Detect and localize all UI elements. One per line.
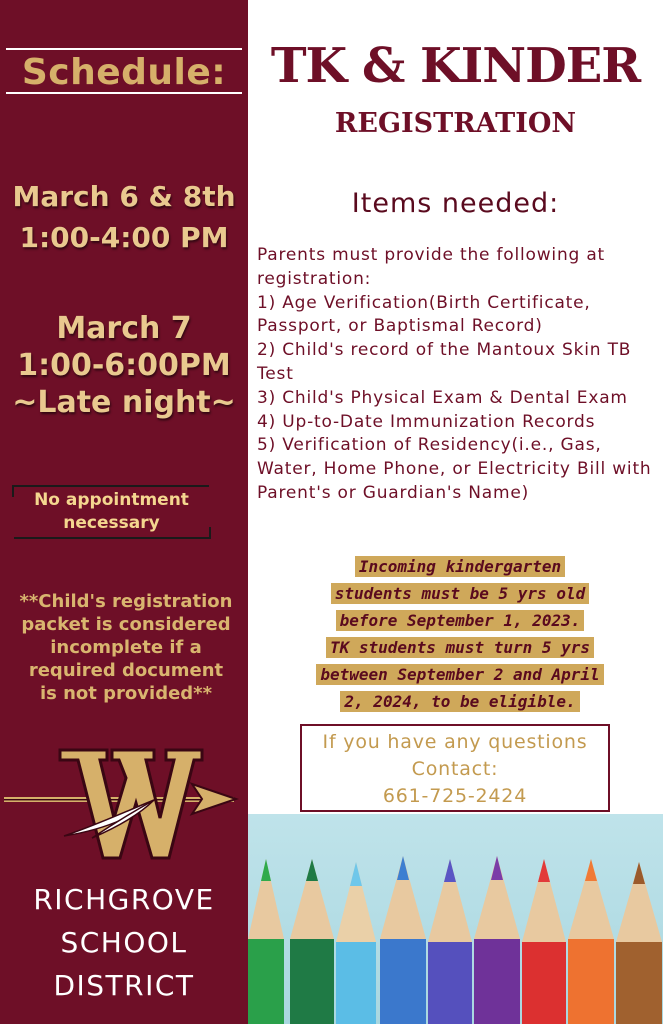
note-line: packet is considered: [21, 614, 231, 635]
no-appointment-line2: necessary: [63, 513, 160, 533]
incomplete-packet-note: [8, 590, 244, 705]
district-line: SCHOOL: [60, 926, 188, 959]
time-1-6pm: 1:00-6:00PM: [17, 348, 231, 383]
date-march-6-8: March 6 & 8th: [12, 180, 236, 213]
no-appointment-line1: No appointment: [34, 490, 189, 510]
note-line: required document: [28, 660, 224, 681]
notice-line: TK students must turn 5 yrs: [326, 637, 594, 658]
notice-line: students must be 5 yrs old: [331, 583, 589, 604]
note-line: **Child's registration: [19, 591, 233, 612]
date-march-7: March 7: [56, 311, 192, 346]
colored-pencils-image: [248, 814, 663, 1024]
contact-label: Contact:: [411, 758, 499, 780]
list-item: 5) Verification of Residency(i.e., Gas, Water, Home Phone, or Electricity Bill with Parent's or Guardian's Name): [257, 435, 652, 503]
sidebar: [0, 0, 248, 1024]
district-line: RICHGROVE: [33, 883, 215, 916]
notice-line: 2, 2024, to be eligible.: [340, 691, 579, 712]
items-list: [257, 244, 662, 506]
eligibility-notice: [270, 553, 650, 715]
district-name: [0, 878, 248, 1007]
note-line: incomplete if a: [50, 637, 202, 658]
note-line: is not provided**: [39, 683, 213, 704]
notice-line: between September 2 and April: [316, 664, 603, 685]
time-1-4pm: 1:00-4:00 PM: [19, 221, 229, 254]
w-arrow-logo-icon: [4, 748, 244, 863]
schedule-header: [6, 48, 242, 94]
notice-line: before September 1, 2023.: [336, 610, 585, 631]
list-item: 3) Child's Physical Exam & Dental Exam: [257, 387, 628, 408]
page-subtitle: REGISTRATION: [334, 108, 577, 139]
late-night-label: ~Late night~: [12, 385, 236, 420]
no-appointment-badge: [14, 485, 209, 539]
w-letter-icon: [60, 750, 202, 858]
contact-phone[interactable]: 661-725-2424: [382, 785, 528, 807]
list-item: 2) Child's record of the Mantoux Skin TB Test: [257, 340, 632, 384]
schedule-label: Schedule:: [21, 52, 227, 93]
list-item: 1) Age Verification(Birth Certificate, Passport, or Baptismal Record): [257, 292, 591, 337]
list-item: 4) Up-to-Date Immunization Records: [257, 411, 596, 432]
list-item: Parents must provide the following at registration:: [257, 245, 606, 289]
district-line: DISTRICT: [53, 969, 195, 1002]
contact-prompt: If you have any questions: [322, 731, 588, 753]
page-title: TK & KINDER: [270, 38, 641, 94]
notice-line: Incoming kindergarten: [355, 556, 565, 577]
items-needed-heading: Items needed:: [351, 188, 560, 219]
contact-box: [300, 724, 610, 812]
